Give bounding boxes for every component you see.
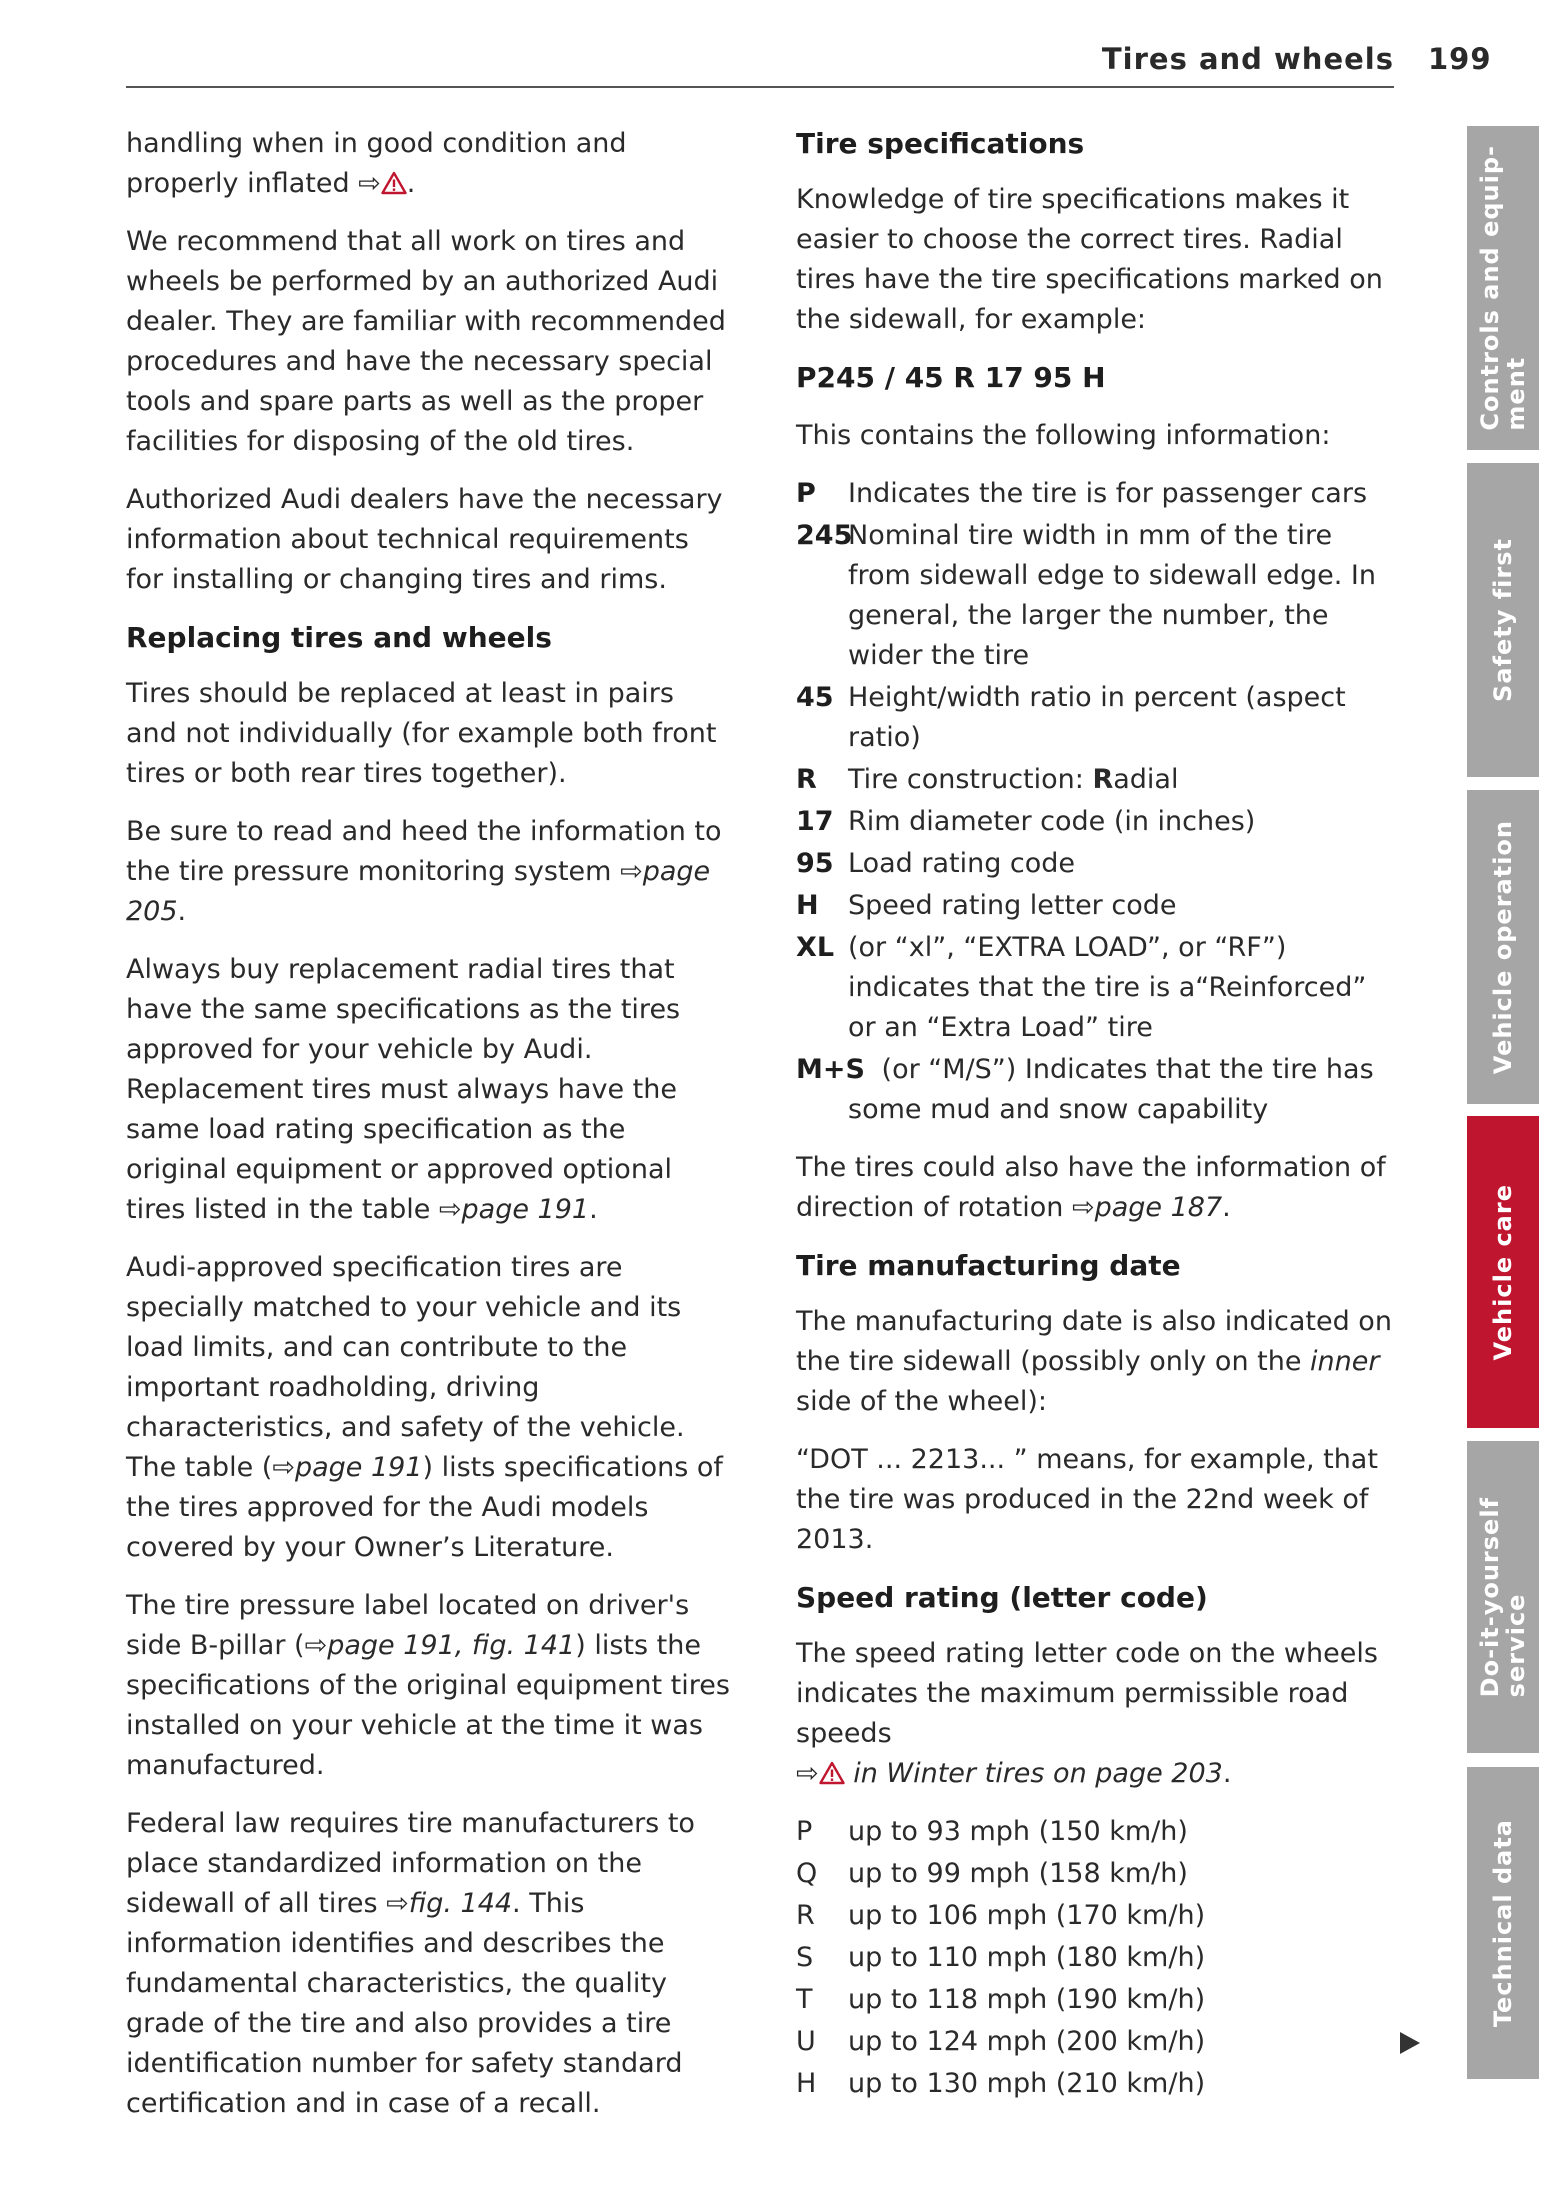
paragraph: The tire pressure label located on driver's side B-pillar (⇨page 191, fig. 141) lists the specifications of the original equipment tires installed on your vehicle at the time it was manufactured. [126,1590,730,1781]
paragraph: Be sure to read and heed the information to the tire pressure monitoring system ⇨page 205. [126,816,722,927]
xref-arrow-icon: ⇨ [272,1452,295,1483]
list-item [796,1938,1396,1978]
list-item [796,844,1396,884]
right-column [796,124,1396,2106]
spec-key: 95 [796,848,834,879]
page-reference-link[interactable]: page 191, fig. 141 [327,1630,576,1661]
speed-value: up to 118 mph (190 km/h) [848,1984,1206,2015]
spec-value: Tire construction: Radial [848,764,1179,795]
xref-arrow-icon: ⇨ [386,1888,409,1919]
xref-arrow-icon: ⇨ [620,856,643,887]
speed-letter: P [796,1816,813,1847]
spec-key: H [796,890,819,921]
list-item [796,516,1396,676]
speed-value: up to 99 mph (158 km/h) [848,1858,1188,1889]
spec-value: Indicates the tire is for passenger cars [848,478,1368,509]
speed-value: up to 110 mph (180 km/h) [848,1942,1206,1973]
speed-letter: U [796,2026,816,2057]
section-title: Tires and wheels [1101,42,1394,76]
list-item [796,1050,1396,1130]
tab-controls-and-equipment[interactable]: Controls and equip- ment [1467,126,1539,450]
tab-safety-first[interactable]: Safety first [1467,463,1539,777]
spec-key: 45 [796,682,834,713]
paragraph: handling when in good condition and properly inflated ⇨ . [126,128,627,199]
left-column [126,124,731,2142]
warning-triangle-icon [819,1761,845,1785]
list-item [796,928,1396,1048]
paragraph: Authorized Audi dealers have the necessary information about technical requirements for installing or changing tires and rims. [126,484,723,595]
paragraph: Federal law requires tire manufacturers to place standardized information on the sidewall of all tires ⇨fig. 144. This information identifies and describes the fundamental characteristics, the quality grade of the tire and also provides a tire identification number for safety standard certification and in case of a recall. [126,1808,695,2119]
section-heading: Speed rating (letter code) [796,1581,1208,1614]
paragraph: Tires should be replaced at least in pairs and not individually (for example both front tires or both rear tires together). [126,678,717,789]
list-item [796,678,1396,758]
spec-value: (or “xl”, “EXTRA LOAD”, or “RF”) indicates that the tire is a“Reinforced” or an “Extra Load” tire [848,932,1367,1043]
spec-value: Speed rating letter code [848,890,1177,921]
speed-letter: S [796,1942,814,1973]
list-item [796,474,1396,514]
list-item [796,1854,1396,1894]
tab-technical-data[interactable]: Technical data [1467,1767,1539,2079]
spec-key: 245 [796,520,853,551]
xref-arrow-icon: ⇨ [1071,1192,1095,1223]
page-reference-link[interactable]: page 191 [461,1194,590,1225]
warning-triangle-icon [381,171,407,195]
spec-value: Height/width ratio in percent (aspect ratio) [848,682,1346,753]
spec-key: R [796,764,817,795]
paragraph: We recommend that all work on tires and wheels be performed by an authorized Audi dealer. They are familiar with recommended procedures and have the necessary special tools and spare parts as well as the proper facilities for disposing of the old tires. [126,226,726,457]
speed-value: up to 124 mph (200 km/h) [848,2026,1206,2057]
paragraph: The manufacturing date is also indicated on the tire sidewall (possibly only on the inner side of the wheel): [796,1306,1392,1417]
speed-rating-list [796,1812,1396,2104]
spec-value: Load rating code [848,848,1076,879]
xref-arrow-icon: ⇨ [438,1194,462,1225]
list-item [796,1896,1396,1936]
next-page-arrow-icon[interactable] [1400,2032,1420,2054]
list-item [796,2064,1396,2104]
speed-letter: T [796,1984,813,2015]
paragraph: Always buy replacement radial tires that have the same specifications as the tires approved for your vehicle by Audi. Replacement tires must always have the same load rating specification as the original equipment or approved optional tires listed in the table ⇨page 191. [126,954,681,1225]
paragraph: “DOT ... 2213... ” means, for example, that the tire was produced in the 22nd week of 2013. [796,1444,1378,1555]
speed-letter: Q [796,1858,818,1889]
speed-value: up to 130 mph (210 km/h) [848,2068,1206,2099]
spec-key: M+S [796,1054,865,1085]
list-item [796,760,1396,800]
speed-value: up to 93 mph (150 km/h) [848,1816,1188,1847]
paragraph: This contains the following information: [796,420,1331,451]
list-item [796,886,1396,926]
speed-letter: R [796,1900,815,1931]
spec-value: (or “M/S”) Indicates that the tire has some mud and snow capability [848,1054,1374,1125]
page-reference-link[interactable]: in Winter tires on page 203 [853,1758,1223,1789]
page-reference-link[interactable]: page 191 [294,1452,423,1483]
spec-value: Rim diameter code (in inches) [848,806,1256,837]
spec-value: Nominal tire width in mm of the tire from sidewall edge to sidewall edge. In general, the larger the number, the wider the tire [848,520,1376,671]
page-number: 199 [1428,42,1492,76]
speed-value: up to 106 mph (170 km/h) [848,1900,1206,1931]
paragraph: Audi-approved specification tires are specially matched to your vehicle and its load limits, and can contribute to the important roadholding, driving characteristics, and safety of the vehicle. The table (⇨page 191) lists specifications of the tires approved for the Audi models covered by your Owner’s Literature. [126,1252,723,1563]
tab-vehicle-operation[interactable]: Vehicle operation [1467,790,1539,1104]
paragraph: The speed rating letter code on the wheels indicates the maximum permissible road speeds ⇨ in Winter tires on page 203. [796,1638,1378,1789]
list-item [796,1812,1396,1852]
paragraph: The tires could also have the information of direction of rotation ⇨page 187. [796,1152,1386,1223]
spec-key: 17 [796,806,834,837]
speed-letter: H [796,2068,817,2099]
tab-vehicle-care[interactable]: Vehicle care [1467,1116,1539,1428]
spec-key: P [796,478,816,509]
paragraph: Knowledge of tire specifications makes it easier to choose the correct tires. Radial tires have the tire specifications marked on the sidewall, for example: [796,184,1383,335]
tab-do-it-yourself-service[interactable]: Do-it-yourself service [1467,1441,1539,1753]
xref-arrow-icon: ⇨ [304,1630,328,1661]
list-item [796,802,1396,842]
figure-reference-link[interactable]: fig. 144 [408,1888,513,1919]
list-item [796,1980,1396,2020]
spec-key: XL [796,932,835,963]
xref-arrow-icon: ⇨ [796,1758,819,1789]
tire-code-example: P245 / 45 R 17 95 H [796,361,1106,394]
section-heading: Tire manufacturing date [796,1249,1181,1282]
page-reference-link[interactable]: page 205 [126,856,711,927]
section-heading: Tire specifications [796,127,1085,160]
list-item [796,2022,1396,2062]
section-heading: Replacing tires and wheels [126,621,552,654]
page-reference-link[interactable]: page 187 [1094,1192,1223,1223]
page-header [126,38,1394,88]
tire-spec-list [796,474,1396,1130]
xref-arrow-icon: ⇨ [358,168,381,199]
